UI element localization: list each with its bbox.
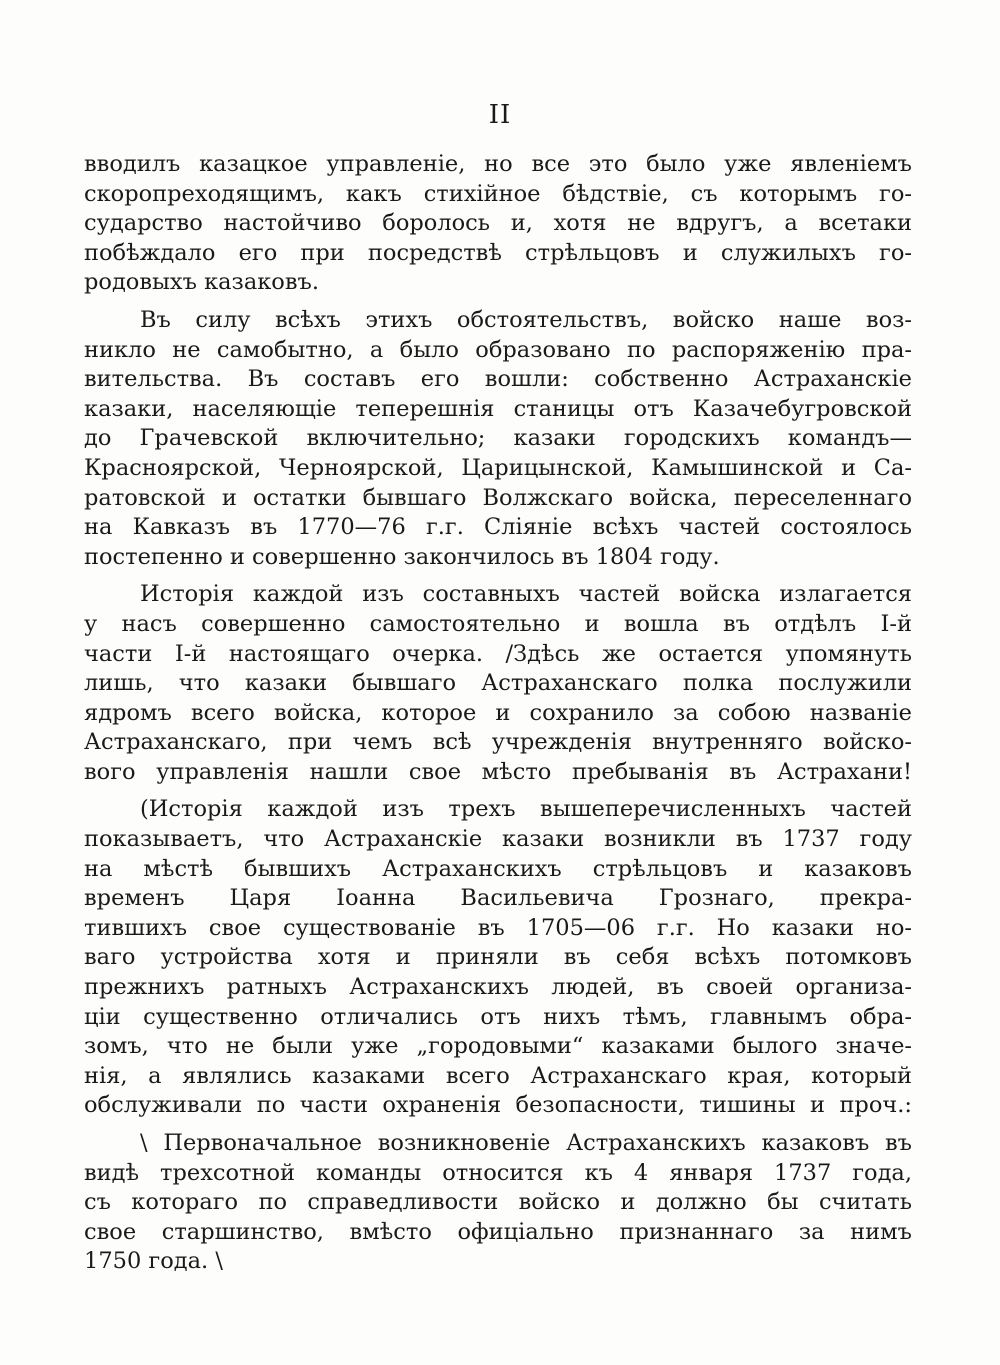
text-line: на мѣстѣ бывшихъ Астраханскихъ стрѣльцовъ и казаковъ [84, 855, 912, 882]
paragraph-4 [84, 795, 912, 1121]
text-line: прежнихъ ратныхъ Астраханскихъ людей, въ своей организа- [84, 974, 912, 1001]
text-line: постепенно и совершенно закончилось въ 1804 году. [84, 543, 720, 570]
text-line: обслуживали по части охраненія безопасности, тишины и проч.: [84, 1092, 912, 1119]
text-line: ядромъ всего войска, которое и сохранило за собою названіе [84, 699, 912, 726]
text-line: до Грачевской включительно; казаки городскихъ командъ— [84, 425, 912, 452]
text-line: вводилъ казацкое управленіе, но все это было уже явленіемъ [84, 151, 912, 177]
text-line: скоропреходящимъ, какъ стихійное бѣдствіе, съ которымъ го- [84, 180, 912, 207]
text-line: показываетъ, что Астраханскіе казаки возникли въ 1737 году [84, 826, 912, 853]
text-line: никло не самобытно, а было образовано по распоряженію пра- [84, 336, 912, 363]
text-line: \ Первоначальное возникновеніе Астраханскихъ казаковъ въ [140, 1130, 912, 1156]
text-line: части I-й настоящаго очерка. /Здѣсь же остается упомянуть [84, 640, 912, 667]
text-line: ціи существенно отличались отъ нихъ тѣмъ, главнымъ обра- [84, 1003, 912, 1030]
text-line: временъ Царя Іоанна Васильевича Грознаго, прекра- [84, 885, 912, 912]
text-line: свое старшинство, вмѣсто офиціально признаннаго за нимъ [84, 1218, 912, 1245]
text-line: ратовской и остатки бывшаго Волжскаго войска, переселеннаго [84, 484, 912, 511]
paragraph-5 [84, 1129, 912, 1277]
text-line: видѣ трехсотной команды относится къ 4 января 1737 года, [84, 1159, 912, 1186]
paragraph-1 [84, 150, 912, 298]
text-line: тившихъ свое существованіе въ 1705—06 г.г. Но казаки но- [84, 914, 912, 941]
text-line: ваго устройства хотя и приняли въ себя всѣхъ потомковъ [84, 944, 912, 971]
text-line: казаки, населяющіе теперешнія станицы отъ Казачебугровской [84, 395, 912, 422]
paragraph-2 [84, 306, 912, 572]
page-number: II [488, 100, 512, 130]
text-line: вительства. Въ составъ его вошли: собственно Астраханскіе [84, 366, 912, 393]
text-line: Красноярской, Черноярской, Царицынской, Камышинской и Са- [84, 454, 912, 481]
text-line: у насъ совершенно самостоятельно и вошла въ отдѣлъ I-й [84, 610, 912, 637]
text-line: 1750 года. \ [84, 1248, 223, 1275]
text-line: Астраханскаго, при чемъ всѣ учрежденія внутренняго войско- [84, 729, 912, 756]
text-line: лишь, что казаки бывшаго Астраханскаго полка послужили [84, 670, 912, 697]
paragraph-3 [84, 580, 912, 787]
text-line: съ котораго по справедливости войско и должно бы считать [84, 1189, 912, 1216]
text-line: нія, а являлись казаками всего Астраханскаго края, который [84, 1062, 912, 1089]
text-line: на Кавказъ въ 1770—76 г.г. Сліяніе всѣхъ частей состоялось [84, 514, 912, 541]
text-line: вого управленія нашли свое мѣсто пребыванія въ Астрахани! [84, 758, 912, 785]
text-line: родовыхъ казаковъ. [84, 269, 319, 296]
text-line: сударство настойчиво боролось и, хотя не вдругъ, а всетаки [84, 210, 912, 237]
body-text [84, 150, 912, 1277]
text-line: зомъ, что не были уже „городовыми“ казаками былого значе- [84, 1033, 912, 1060]
text-line: Въ силу всѣхъ этихъ обстоятельствъ, войско наше воз- [140, 306, 912, 333]
text-line: (Исторія каждой изъ трехъ вышеперечисленныхъ частей [140, 796, 912, 823]
text-line: Исторія каждой изъ составныхъ частей войска излагается [140, 581, 912, 608]
text-line: побѣждало его при посредствѣ стрѣльцовъ и служилыхъ го- [84, 239, 912, 266]
